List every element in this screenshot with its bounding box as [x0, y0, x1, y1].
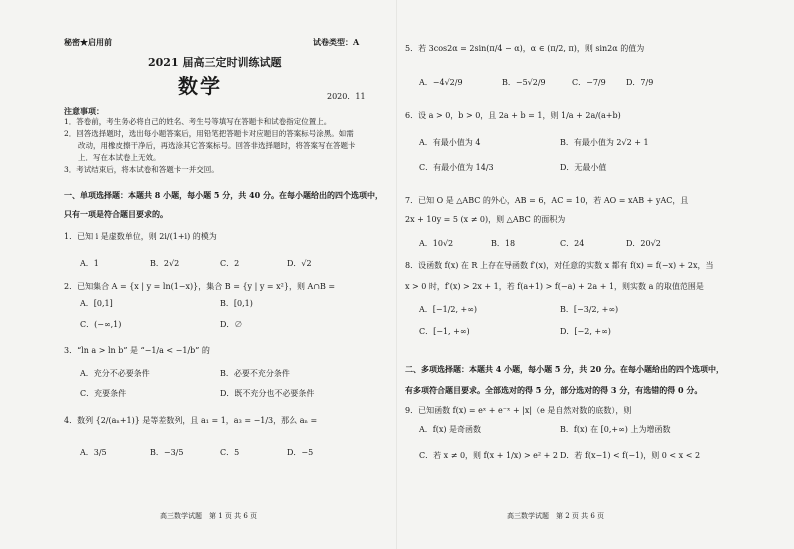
notice-line: 3．考试结束后，将本试卷和答题卡一并交回。	[64, 165, 219, 174]
page-footer: 高三数学试题 第 2 页 共 6 页	[507, 512, 605, 520]
q5-option-a: A．−4√2/9	[419, 78, 463, 87]
q3-option-b: B．必要不充分条件	[220, 369, 290, 378]
q8-option-d: D．[−2, +∞)	[560, 327, 611, 336]
q5-option-d: D．7/9	[626, 78, 654, 87]
exam-type-label: 试卷类型：A	[313, 37, 360, 47]
question-7-cont: 2x + 10y = 5 (x ≠ 0)，则 △ABC 的面积为	[405, 215, 566, 224]
question-6: 6．设 a > 0，b > 0，且 2a + b = 1，则 1/a + 2a/(a+b)	[405, 111, 621, 120]
notice-title: 注意事项：	[64, 106, 104, 116]
q9-option-b: B．f(x) 在 [0,+∞) 上为增函数	[560, 425, 671, 434]
section2-heading: 二、多项选择题：本题共 4 小题，每小题 5 分，共 20 分。在每小题给出的四个选项中，	[405, 364, 724, 374]
q2-option-d: D．∅	[220, 320, 243, 329]
question-8-cont: x > 0 时，f′(x) > 2x + 1，若 f(a+1) > f(−a) + 2a + 1，则实数 a 的取值范围是	[405, 282, 704, 291]
q9-option-c: C．若 x ≠ 0，则 f(x + 1/x) > e² + 2	[419, 451, 559, 460]
question-1: 1．已知 i 是虚数单位，则 2i/(1+i) 的模为	[64, 232, 217, 241]
question-3: 3．“ln a > ln b” 是 “−1/a < −1/b” 的	[64, 346, 210, 355]
q4-option-b: B．−3/5	[150, 448, 184, 457]
q7-option-d: D．20√2	[626, 239, 661, 248]
q3-option-c: C．充要条件	[80, 389, 127, 398]
question-9: 9．已知函数 f(x) = eˣ + e⁻ˣ + |x|（e 是自然对数的底数），则	[405, 406, 632, 415]
q6-option-a: A．有最小值为 4	[419, 138, 481, 147]
q1-option-c: C．2	[220, 259, 240, 268]
q2-option-a: A．[0,1]	[80, 299, 113, 308]
notice-line: 改动，用橡皮擦干净后，再选涂其它答案标号。回答非选择题时，将答案写在答题卡	[78, 141, 356, 150]
q4-option-c: C．5	[220, 448, 240, 457]
section1-heading-cont: 只有一项是符合题目要求的。	[64, 209, 168, 219]
confidential-label: 秘密★启用前	[64, 37, 112, 47]
section1-heading: 一、单项选择题：本题共 8 小题，每小题 5 分，共 40 分。在每小题给出的四个选项中，	[64, 190, 383, 200]
q5-option-c: C．−7/9	[572, 78, 606, 87]
exam-date: 2020．11	[327, 92, 366, 101]
q4-option-d: D．−5	[287, 448, 314, 457]
q6-option-c: C．有最小值为 14/3	[419, 163, 494, 172]
q7-option-a: A．10√2	[419, 239, 454, 248]
q6-option-d: D．无最小值	[560, 163, 607, 172]
question-7: 7．已知 O 是 △ABC 的外心，AB = 6，AC = 10，若 AO = xAB + yAC，且	[405, 196, 689, 205]
q4-option-a: A．3/5	[80, 448, 107, 457]
q7-option-b: B．18	[491, 239, 516, 248]
page-footer: 高三数学试题 第 1 页 共 6 页	[160, 512, 258, 520]
q6-option-b: B．有最小值为 2√2 + 1	[560, 138, 649, 147]
question-2: 2．已知集合 A = {x | y = ln(1−x)}，集合 B = {y | y = x²}，则 A∩B =	[64, 282, 336, 291]
q1-option-b: B．2√2	[150, 259, 180, 268]
q7-option-c: C．24	[560, 239, 585, 248]
question-5: 5．若 3cos2α = 2sin(π/4 − α)，α ∈ (π/2, π)，则 sin2α 的值为	[405, 44, 645, 53]
question-4: 4．数列 {2/(aₙ+1)} 是等差数列，且 a₁ = 1，a₃ = −1/3，那么 aₙ =	[64, 416, 318, 425]
q2-option-b: B．[0,1)	[220, 299, 253, 308]
q9-option-a: A．f(x) 是奇函数	[419, 425, 482, 434]
q2-option-c: C．(−∞,1)	[80, 320, 122, 329]
q8-option-a: A．[−1/2, +∞)	[419, 305, 478, 314]
q9-option-d: D．若 f(x−1) < f(−1)，则 0 < x < 2	[560, 451, 701, 460]
exam-title: 2021 届高三定时训练试题	[148, 56, 282, 69]
notice-line: 1．答卷前，考生务必将自己的姓名、考生号等填写在答题卡和试卷指定位置上。	[64, 117, 332, 126]
question-8: 8．设函数 f(x) 在 R 上存在导函数 f′(x)，对任意的实数 x 都有 f(x) = f(−x) + 2x，当	[405, 261, 714, 270]
q3-option-a: A．充分不必要条件	[80, 369, 150, 378]
q1-option-d: D．√2	[287, 259, 312, 268]
q8-option-b: B．[−3/2, +∞)	[560, 305, 619, 314]
page-2	[397, 0, 794, 549]
notice-line: 上．写在本试卷上无效。	[78, 153, 161, 162]
q3-option-d: D．既不充分也不必要条件	[220, 389, 315, 398]
notice-line: 2．回答选择题时，选出每小题答案后，用铅笔把答题卡对应题目的答案标号涂黑。如需	[64, 129, 354, 138]
section2-heading-cont: 有多项符合题目要求。全部选对的得 5 分，部分选对的得 3 分，有选错的得 0 分。	[405, 385, 703, 395]
q1-option-a: A．1	[80, 259, 99, 268]
subject-title: 数学	[178, 74, 222, 98]
q5-option-b: B．−5√2/9	[502, 78, 546, 87]
q8-option-c: C．[−1, +∞)	[419, 327, 470, 336]
